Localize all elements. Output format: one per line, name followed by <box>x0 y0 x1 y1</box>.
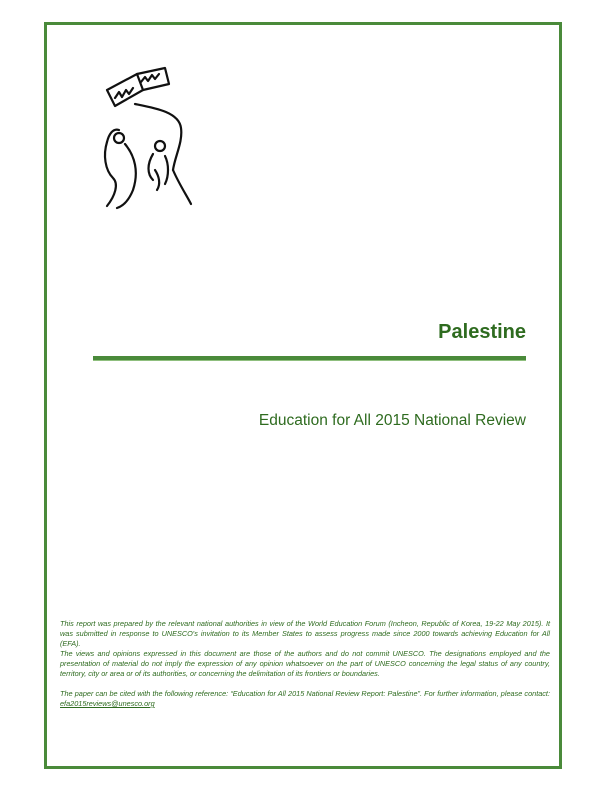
notes-paragraph-3 <box>60 689 550 709</box>
notes-paragraph-1: This report was prepared by the relevant national authorities in view of the World Education Forum (Incheon, Republic of Korea, 19-22 May 2015). It was submitted in response to UNESCO's invitation to its Member States to assess progress made since 2000 towards achieving Education for All (EFA). <box>60 619 550 648</box>
contact-email-link[interactable]: efa2015reviews@unesco.org <box>60 699 155 708</box>
disclaimer-notes <box>60 619 550 709</box>
efa-book-children-logo-icon <box>95 60 200 210</box>
notes-spacer <box>60 679 550 689</box>
report-subtitle: Education for All 2015 National Review <box>258 412 526 429</box>
notes-paragraph-2: The views and opinions expressed in this document are those of the authors and do not commit UNESCO. The designations employed and the presentation of material do not imply the expression of any opinion whatsoever on the part of UNESCO concerning the legal status of any country, territory, city or area or of its authorities, or concerning the delimitation of its frontiers or boundaries. <box>60 649 550 678</box>
country-title: Palestine <box>438 321 526 343</box>
title-divider <box>93 356 526 361</box>
citation-text: The paper can be cited with the following reference: “Education for All 2015 National Review Report: Palestine”. For further information, please contact: <box>60 689 550 698</box>
